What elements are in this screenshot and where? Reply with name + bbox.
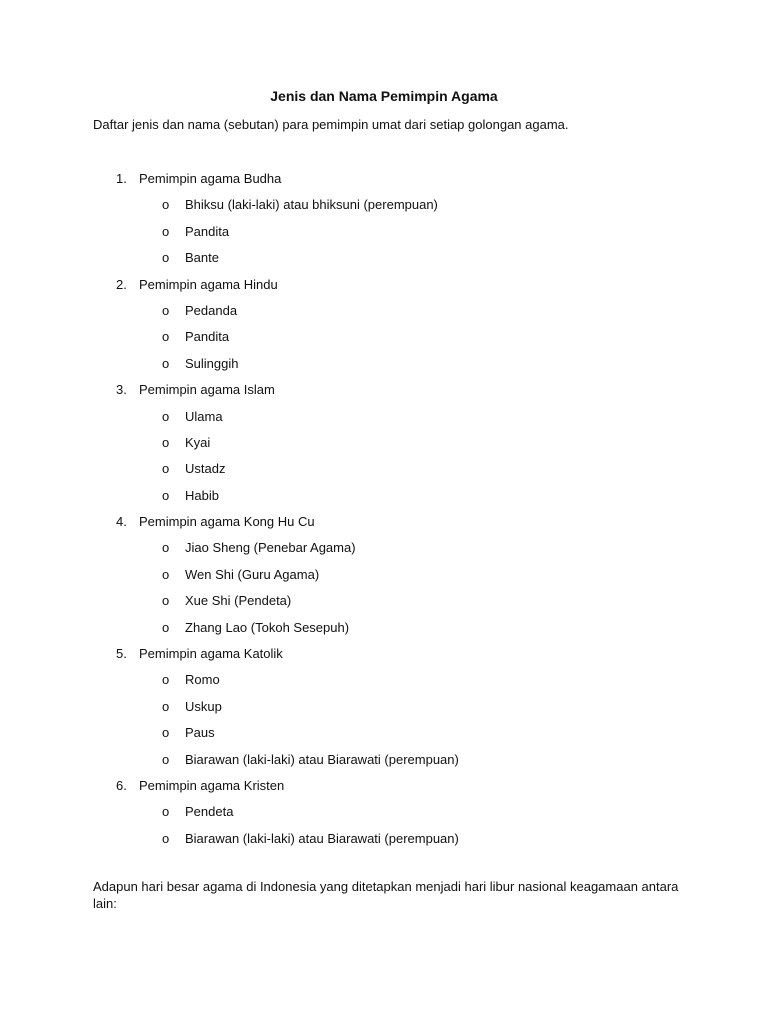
bullet-o-icon: o xyxy=(162,197,170,213)
bullet-o-icon: o xyxy=(162,672,170,688)
bullet-o-icon: o xyxy=(162,619,170,635)
sub-item-label: Kyai xyxy=(185,434,211,450)
sub-list-item xyxy=(0,826,768,852)
sub-item-label: Pendeta xyxy=(185,804,234,820)
sub-list-item xyxy=(0,298,768,324)
bullet-o-icon: o xyxy=(162,751,170,767)
sub-item-label: Wen Shi (Guru Agama) xyxy=(185,566,320,582)
list-number: 3. xyxy=(116,382,127,398)
sub-item-label: Zhang Lao (Tokoh Sesepuh) xyxy=(185,619,350,635)
sub-list-item xyxy=(0,615,768,641)
sub-list-item xyxy=(0,799,768,825)
list-item-label: Pemimpin agama Hindu xyxy=(139,276,278,292)
sub-item-label: Habib xyxy=(185,487,219,503)
sub-list-item xyxy=(0,720,768,746)
list-number: 5. xyxy=(116,646,127,662)
list-item xyxy=(0,773,768,799)
list-item-label: Pemimpin agama Katolik xyxy=(139,646,283,662)
bullet-o-icon: o xyxy=(162,461,170,477)
sub-item-label: Pandita xyxy=(185,223,230,239)
list-number: 1. xyxy=(116,171,127,186)
sub-list-item xyxy=(0,535,768,561)
list-number: 6. xyxy=(116,777,127,793)
sub-list-item xyxy=(0,483,768,509)
list-item xyxy=(0,166,768,192)
closing-paragraph: Adapun hari besar agama di Indonesia yang ditetapkan menjadi hari libur nasional keagamaan antara lain: xyxy=(93,879,679,911)
bullet-o-icon: o xyxy=(162,593,170,609)
sub-item-label: Romo xyxy=(185,672,220,688)
sub-list-item xyxy=(0,404,768,430)
sub-item-label: Xue Shi (Pendeta) xyxy=(185,593,292,609)
bullet-o-icon: o xyxy=(162,540,170,556)
sub-list-item xyxy=(0,747,768,773)
sub-list-item xyxy=(0,351,768,377)
sub-item-label: Biarawan (laki-laki) atau Biarawati (perempuan) xyxy=(185,830,459,846)
sub-list-item xyxy=(0,562,768,588)
sub-list-item xyxy=(0,245,768,271)
leader-list xyxy=(0,166,768,852)
sub-item-label: Uskup xyxy=(185,698,222,714)
sub-item-label: Ustadz xyxy=(185,461,226,477)
list-item xyxy=(0,272,768,298)
sub-item-label: Pandita xyxy=(185,329,230,345)
sub-item-label: Jiao Sheng (Penebar Agama) xyxy=(185,540,356,556)
sub-list-item xyxy=(0,324,768,350)
sub-item-label: Paus xyxy=(185,725,215,741)
bullet-o-icon: o xyxy=(162,434,170,450)
sub-list-item xyxy=(0,219,768,245)
bullet-o-icon: o xyxy=(162,355,170,371)
bullet-o-icon: o xyxy=(162,804,170,820)
bullet-o-icon: o xyxy=(162,725,170,741)
sub-item-label: Pedanda xyxy=(185,302,238,318)
bullet-o-icon: o xyxy=(162,566,170,582)
sub-item-label: Bhiksu (laki-laki) atau bhiksuni (perempuan) xyxy=(185,197,438,213)
bullet-o-icon: o xyxy=(162,223,170,239)
bullet-o-icon: o xyxy=(162,329,170,345)
bullet-o-icon: o xyxy=(162,487,170,503)
list-item-label: Pemimpin agama Islam xyxy=(139,382,275,398)
sub-item-label: Ulama xyxy=(185,408,223,424)
list-number: 4. xyxy=(116,514,127,530)
list-item xyxy=(0,641,768,667)
list-item xyxy=(0,509,768,535)
bullet-o-icon: o xyxy=(162,698,170,714)
sub-item-label: Biarawan (laki-laki) atau Biarawati (perempuan) xyxy=(185,751,459,767)
list-item-label: Pemimpin agama Kristen xyxy=(139,777,285,793)
intro-paragraph: Daftar jenis dan nama (sebutan) para pemimpin umat dari setiap golongan agama. xyxy=(93,117,569,132)
bullet-o-icon: o xyxy=(162,830,170,846)
list-item xyxy=(0,377,768,403)
bullet-o-icon: o xyxy=(162,408,170,424)
sub-item-label: Bante xyxy=(185,250,219,266)
sub-list-item xyxy=(0,456,768,482)
list-number: 2. xyxy=(116,276,127,292)
document-title: Jenis dan Nama Pemimpin Agama xyxy=(270,88,498,104)
sub-item-label: Sulinggih xyxy=(185,355,239,371)
bullet-o-icon: o xyxy=(162,302,170,318)
bullet-o-icon: o xyxy=(162,250,170,266)
list-item-label: Pemimpin agama Kong Hu Cu xyxy=(139,514,315,530)
sub-list-item xyxy=(0,430,768,456)
sub-list-item xyxy=(0,694,768,720)
sub-list-item xyxy=(0,667,768,693)
sub-list-item xyxy=(0,588,768,614)
sub-list-item xyxy=(0,192,768,218)
list-item-label: Pemimpin agama Budha xyxy=(139,171,282,186)
